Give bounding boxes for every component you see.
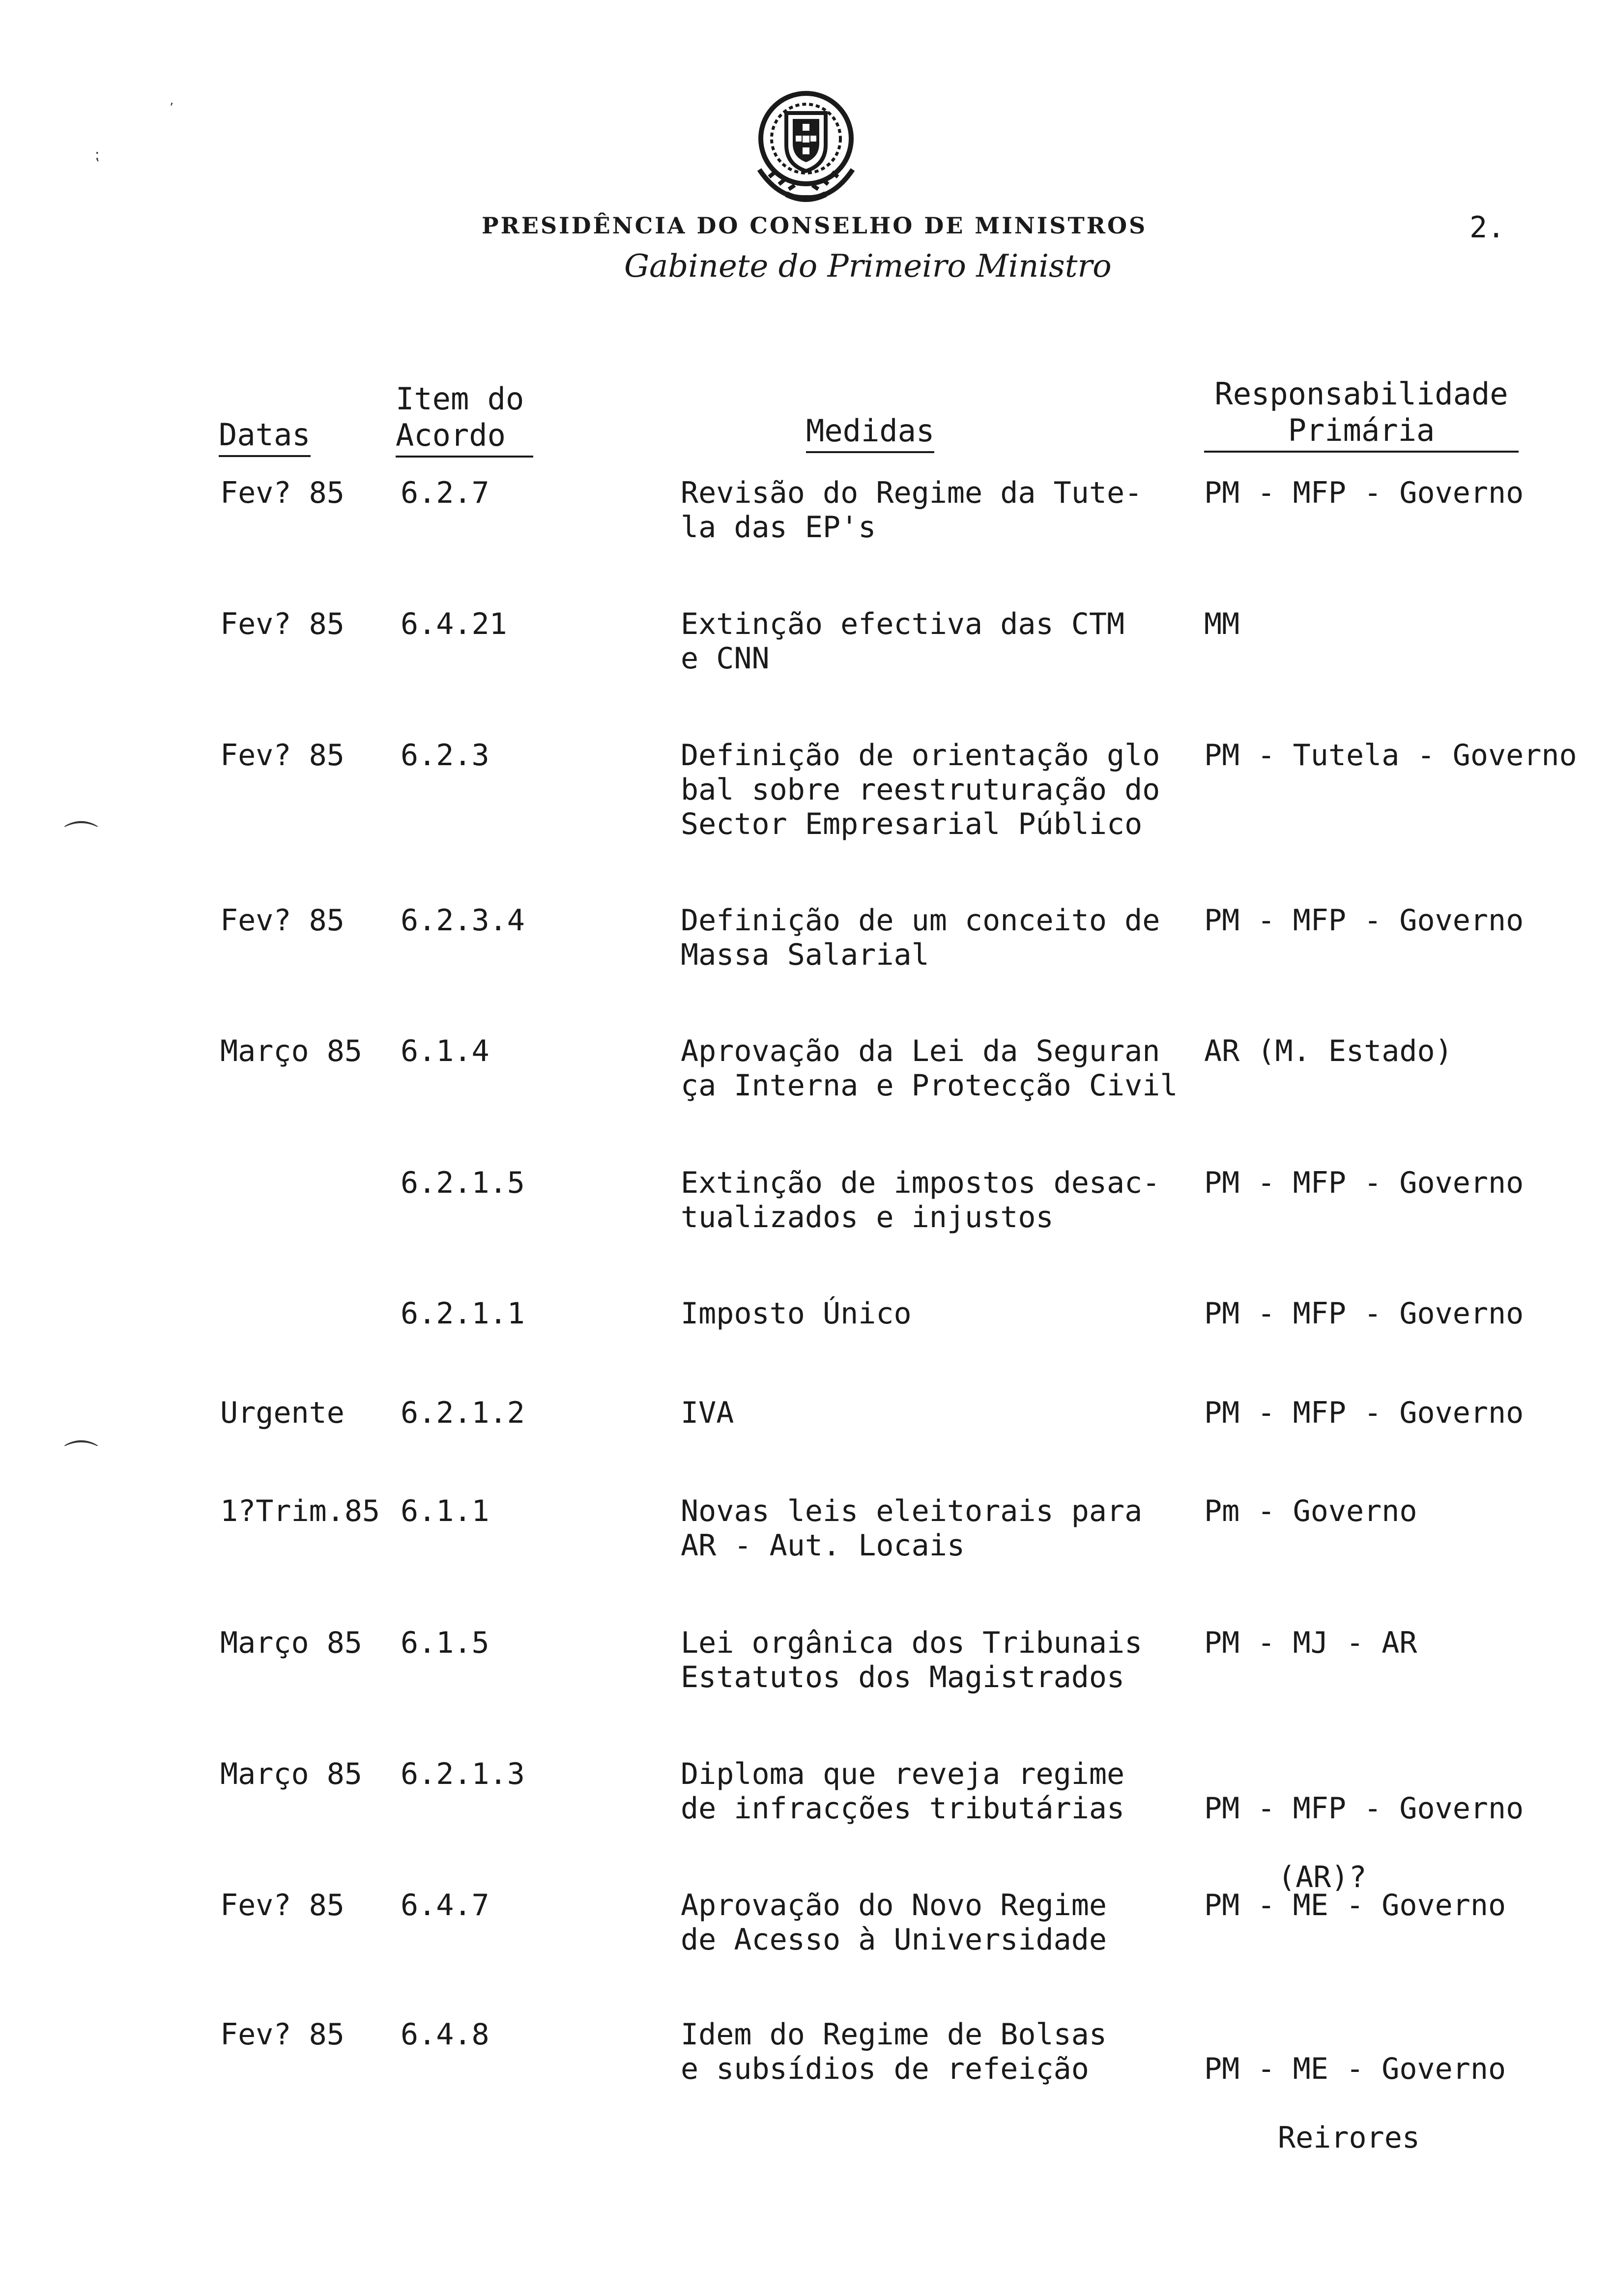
row-measure: Extinção efectiva das CTM e CNN [681, 607, 1125, 676]
row-item: 6.2.7 [401, 476, 489, 510]
header-dates [219, 417, 311, 457]
row-measure: Lei orgânica dos Tribunais Estatutos dos Magistrados [681, 1626, 1143, 1694]
row-responsibility [1204, 1888, 1506, 1923]
row-date: Fev? 85 [220, 476, 345, 510]
row-item: 6.4.21 [401, 607, 507, 641]
row-responsibility [1204, 738, 1577, 773]
row-measure: Definição de um conceito de Massa Salarial [681, 903, 1160, 972]
table-row [0, 1166, 1612, 1284]
table-row [0, 738, 1612, 856]
header-item-line1: Item do [396, 381, 524, 417]
row-resp-main: PM - MFP - Governo [1204, 903, 1524, 938]
table-row [0, 607, 1612, 725]
row-item: 6.1.4 [401, 1034, 489, 1068]
row-item: 6.1.5 [401, 1626, 489, 1660]
row-measure: Aprovação da Lei da Seguran ça Interna e Protecção Civil [681, 1034, 1178, 1103]
row-date: 1?Trim.85 [220, 1494, 380, 1528]
row-date: Fev? 85 [220, 738, 345, 773]
row-resp-main: PM - MFP - Governo [1204, 1791, 1524, 1826]
header-resp-line1: Responsabilidade [1214, 376, 1508, 412]
coat-of-arms-icon [740, 84, 872, 206]
row-resp-main: PM - MFP - Governo [1204, 1296, 1524, 1331]
row-responsibility [1204, 1034, 1453, 1068]
header-dates-label: Datas [219, 417, 311, 457]
row-resp-main: PM - MJ - AR [1204, 1626, 1417, 1660]
header-measures-label: Medidas [806, 413, 934, 453]
table-row [0, 1757, 1612, 1894]
row-date: Urgente [220, 1396, 345, 1430]
row-date: Março 85 [220, 1626, 362, 1660]
table-row [0, 476, 1612, 594]
row-measure: Diploma que reveja regime de infracções tributárias [681, 1757, 1125, 1826]
row-measure: Extinção de impostos desac- tualizados e injustos [681, 1166, 1160, 1234]
table-row [0, 1494, 1612, 1612]
row-responsibility [1204, 2017, 1506, 2189]
row-measure: Aprovação do Novo Regime de Acesso à Universidade [681, 1888, 1107, 1957]
row-resp-main: PM - MFP - Governo [1204, 476, 1524, 510]
row-resp-main: AR (M. Estado) [1204, 1034, 1453, 1068]
row-item: 6.4.7 [401, 1888, 489, 1923]
row-measure: Idem do Regime de Bolsas e subsídios de refeição [681, 2017, 1107, 2086]
row-date: Março 85 [220, 1757, 362, 1791]
row-measure: Novas leis eleitorais para AR - Aut. Locais [681, 1494, 1143, 1563]
scan-speck: ʼ [170, 101, 174, 115]
row-item: 6.2.1.5 [401, 1166, 525, 1200]
header-item-line2: Acordo [396, 417, 533, 458]
scan-speck: ⁏ [94, 146, 100, 164]
row-responsibility [1204, 607, 1239, 641]
row-measure: Definição de orientação glo bal sobre reestruturação do Sector Empresarial Público [681, 738, 1160, 841]
row-responsibility [1204, 1296, 1524, 1331]
row-responsibility [1204, 476, 1524, 510]
row-item: 6.2.3 [401, 738, 489, 773]
table-row [0, 1626, 1612, 1744]
row-item: 6.2.1.2 [401, 1396, 525, 1430]
header-resp-line2: Primária [1204, 412, 1519, 453]
row-date: Fev? 85 [220, 607, 345, 641]
row-resp-main: MM [1204, 607, 1240, 641]
header-measures [806, 413, 934, 453]
row-resp-main: PM - Tutela - Governo [1204, 738, 1577, 773]
row-resp-note: Reirores [1278, 2121, 1420, 2155]
cabinet-name: Gabinete do Primeiro Ministro [624, 248, 1112, 285]
table-row [0, 1888, 1612, 2006]
row-item: 6.4.8 [401, 2017, 489, 2052]
row-date: Março 85 [220, 1034, 362, 1068]
row-resp-main: Pm - Governo [1204, 1494, 1417, 1528]
row-responsibility [1204, 1396, 1524, 1430]
row-date: Fev? 85 [220, 903, 345, 938]
row-item: 6.2.3.4 [401, 903, 525, 938]
row-resp-main: PM - MFP - Governo [1204, 1396, 1524, 1430]
row-date: Fev? 85 [220, 1888, 345, 1923]
header-item [396, 381, 533, 458]
header-responsibility [1204, 376, 1519, 453]
row-resp-note: (AR)? [1278, 1860, 1367, 1894]
table-row [0, 2017, 1612, 2155]
row-responsibility [1204, 903, 1524, 938]
table-row [0, 903, 1612, 1021]
page-number: 2. [1469, 210, 1505, 245]
row-responsibility [1204, 1626, 1417, 1660]
row-responsibility [1204, 1166, 1524, 1200]
row-resp-main: PM - ME - Governo [1204, 2052, 1506, 2086]
row-measure: Revisão do Regime da Tute- la das EP's [681, 476, 1143, 545]
row-resp-main: PM - MFP - Governo [1204, 1166, 1524, 1200]
row-item: 6.1.1 [401, 1494, 489, 1528]
row-measure: IVA [681, 1396, 734, 1430]
margin-mark: ⌒ [64, 818, 98, 859]
row-resp-main: PM - ME - Governo [1204, 1888, 1506, 1923]
margin-mark: ⌒ [64, 1437, 98, 1478]
row-item: 6.2.1.1 [401, 1296, 525, 1331]
table-row [0, 1034, 1612, 1152]
row-responsibility [1204, 1494, 1417, 1528]
row-item: 6.2.1.3 [401, 1757, 525, 1791]
row-measure: Imposto Único [681, 1296, 912, 1331]
row-date: Fev? 85 [220, 2017, 345, 2052]
organization-name: PRESIDÊNCIA DO CONSELHO DE MINISTROS [482, 212, 1148, 239]
